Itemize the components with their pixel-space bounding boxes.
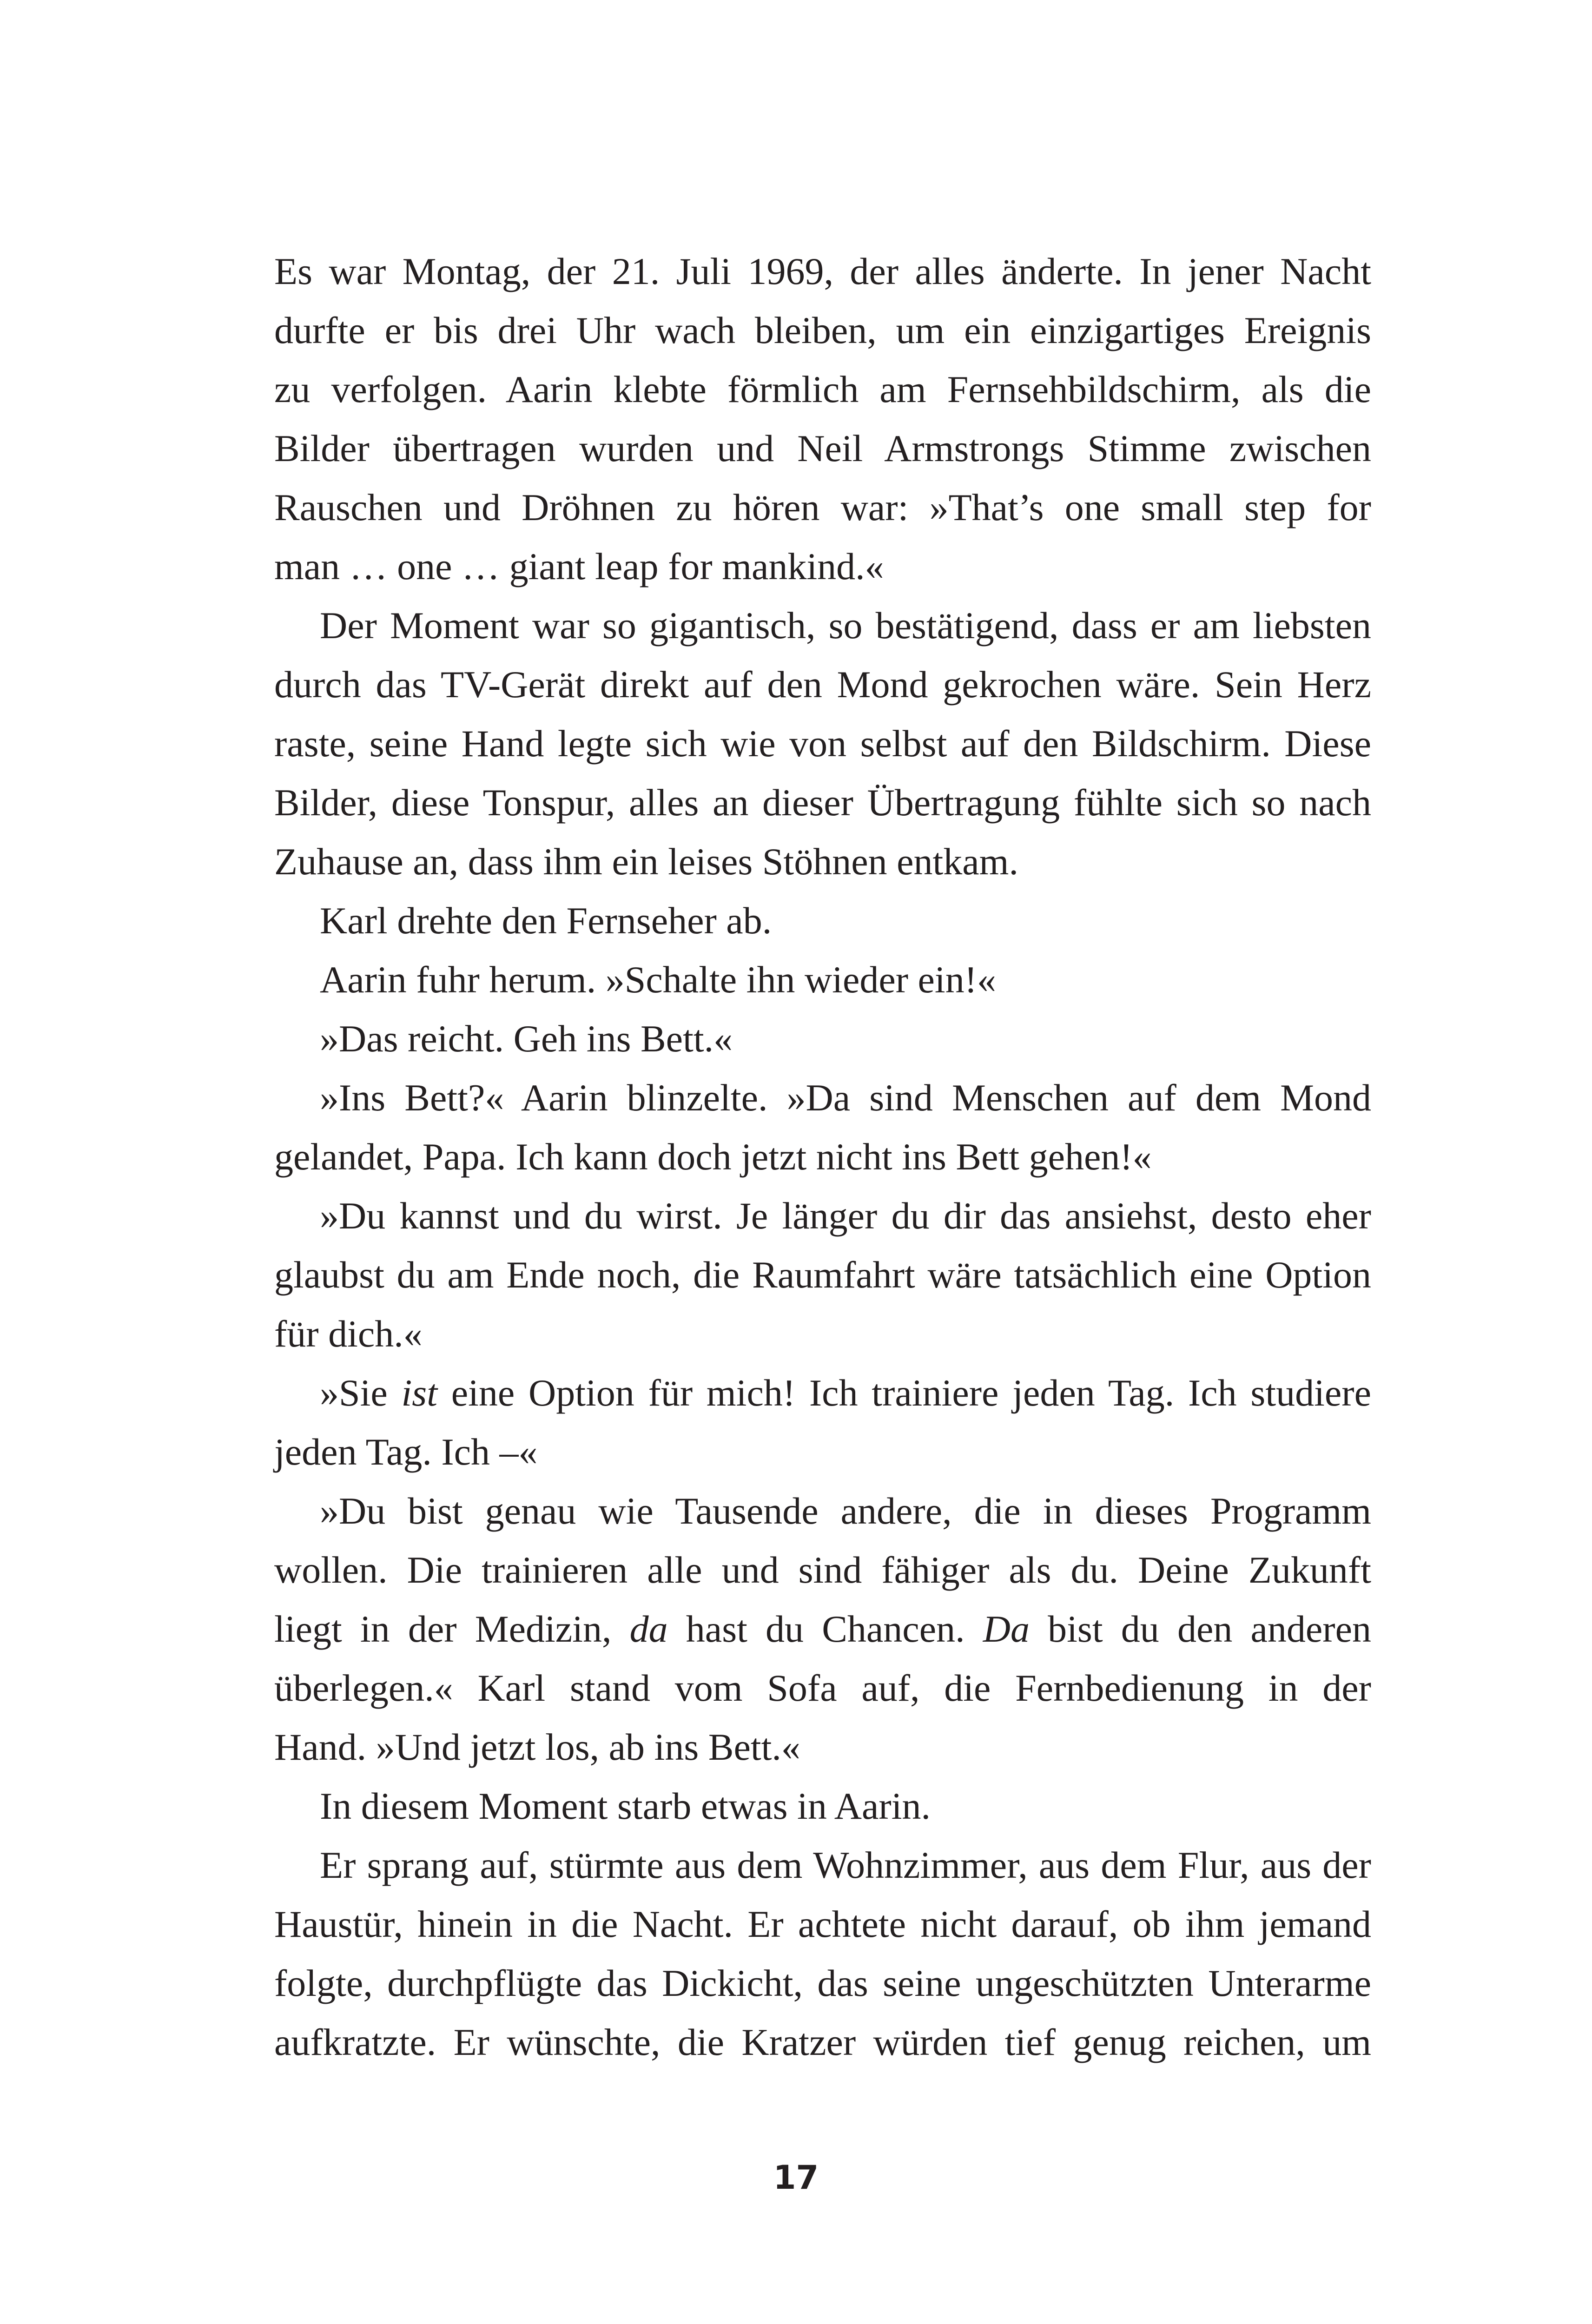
text-line: »Du bist genau wie Tausende andere, die in dieses Programm [320, 1490, 1371, 1532]
text-line: Der Moment war so gigantisch, so bestätigend, dass er am liebsten [320, 604, 1371, 647]
text-line: In diesem Moment starb etwas in Aarin. [320, 1785, 931, 1827]
text-line: man … one … giant leap for mankind.« [274, 545, 884, 588]
text-line: Karl drehte den Fernseher ab. [320, 899, 772, 942]
text-line: glaubst du am Ende noch, die Raumfahrt wäre tatsächlich eine Option [274, 1254, 1371, 1296]
text-line: jeden Tag. Ich –« [274, 1431, 538, 1473]
text-line: durfte er bis drei Uhr wach bleiben, um ein einzigartiges Ereignis [274, 309, 1371, 351]
text-line: für dich.« [274, 1313, 423, 1355]
text-line: wollen. Die trainieren alle und sind fähiger als du. Deine Zukunft [274, 1549, 1371, 1591]
text-line: Bilder, diese Tonspur, alles an dieser Übertragung fühlte sich so nach [274, 781, 1371, 824]
text-line: Er sprang auf, stürmte aus dem Wohnzimmer, aus dem Flur, aus der [320, 1844, 1371, 1886]
text-line: durch das TV-Gerät direkt auf den Mond gekrochen wäre. Sein Herz [274, 663, 1371, 706]
text-line: »Ins Bett?« Aarin blinzelte. »Da sind Menschen auf dem Mond [320, 1076, 1371, 1119]
text-line: aufkratzte. Er wünschte, die Kratzer würden tief genug reichen, um [274, 2021, 1371, 2063]
page-number: 17 [773, 2159, 819, 2197]
text-line: zu verfolgen. Aarin klebte förmlich am Fernsehbildschirm, als die [274, 368, 1371, 410]
text-line: »Du kannst und du wirst. Je länger du dir das ansiehst, desto eher [320, 1195, 1371, 1237]
text-line: Zuhause an, dass ihm ein leises Stöhnen entkam. [274, 840, 1018, 883]
text-line: Hand. »Und jetzt los, ab ins Bett.« [274, 1726, 800, 1768]
text-line: folgte, durchpflügte das Dickicht, das seine ungeschützten Unterarme [274, 1962, 1371, 2004]
text-line: Bilder übertragen wurden und Neil Armstrongs Stimme zwischen [274, 427, 1371, 469]
text-line: liegt in der Medizin, da hast du Chancen. Da bist du den anderen [274, 1608, 1371, 1650]
text-line: Es war Montag, der 21. Juli 1969, der alles änderte. In jener Nacht [274, 250, 1371, 292]
text-line: »Sie ist eine Option für mich! Ich trainiere jeden Tag. Ich studiere [320, 1372, 1371, 1414]
text-line: raste, seine Hand legte sich wie von selbst auf den Bildschirm. Diese [274, 722, 1371, 765]
text-line: »Das reicht. Geh ins Bett.« [320, 1017, 733, 1060]
text-line: Aarin fuhr herum. »Schalte ihn wieder ein!« [320, 958, 997, 1001]
body-text [274, 242, 1371, 2072]
text-line: gelandet, Papa. Ich kann doch jetzt nicht ins Bett gehen!« [274, 1136, 1152, 1178]
text-line: Rauschen und Dröhnen zu hören war: »That’s one small step for [274, 486, 1371, 528]
text-line: überlegen.« Karl stand vom Sofa auf, die Fernbedienung in der [274, 1667, 1371, 1709]
text-line: Haustür, hinein in die Nacht. Er achtete nicht darauf, ob ihm jemand [274, 1903, 1371, 1945]
